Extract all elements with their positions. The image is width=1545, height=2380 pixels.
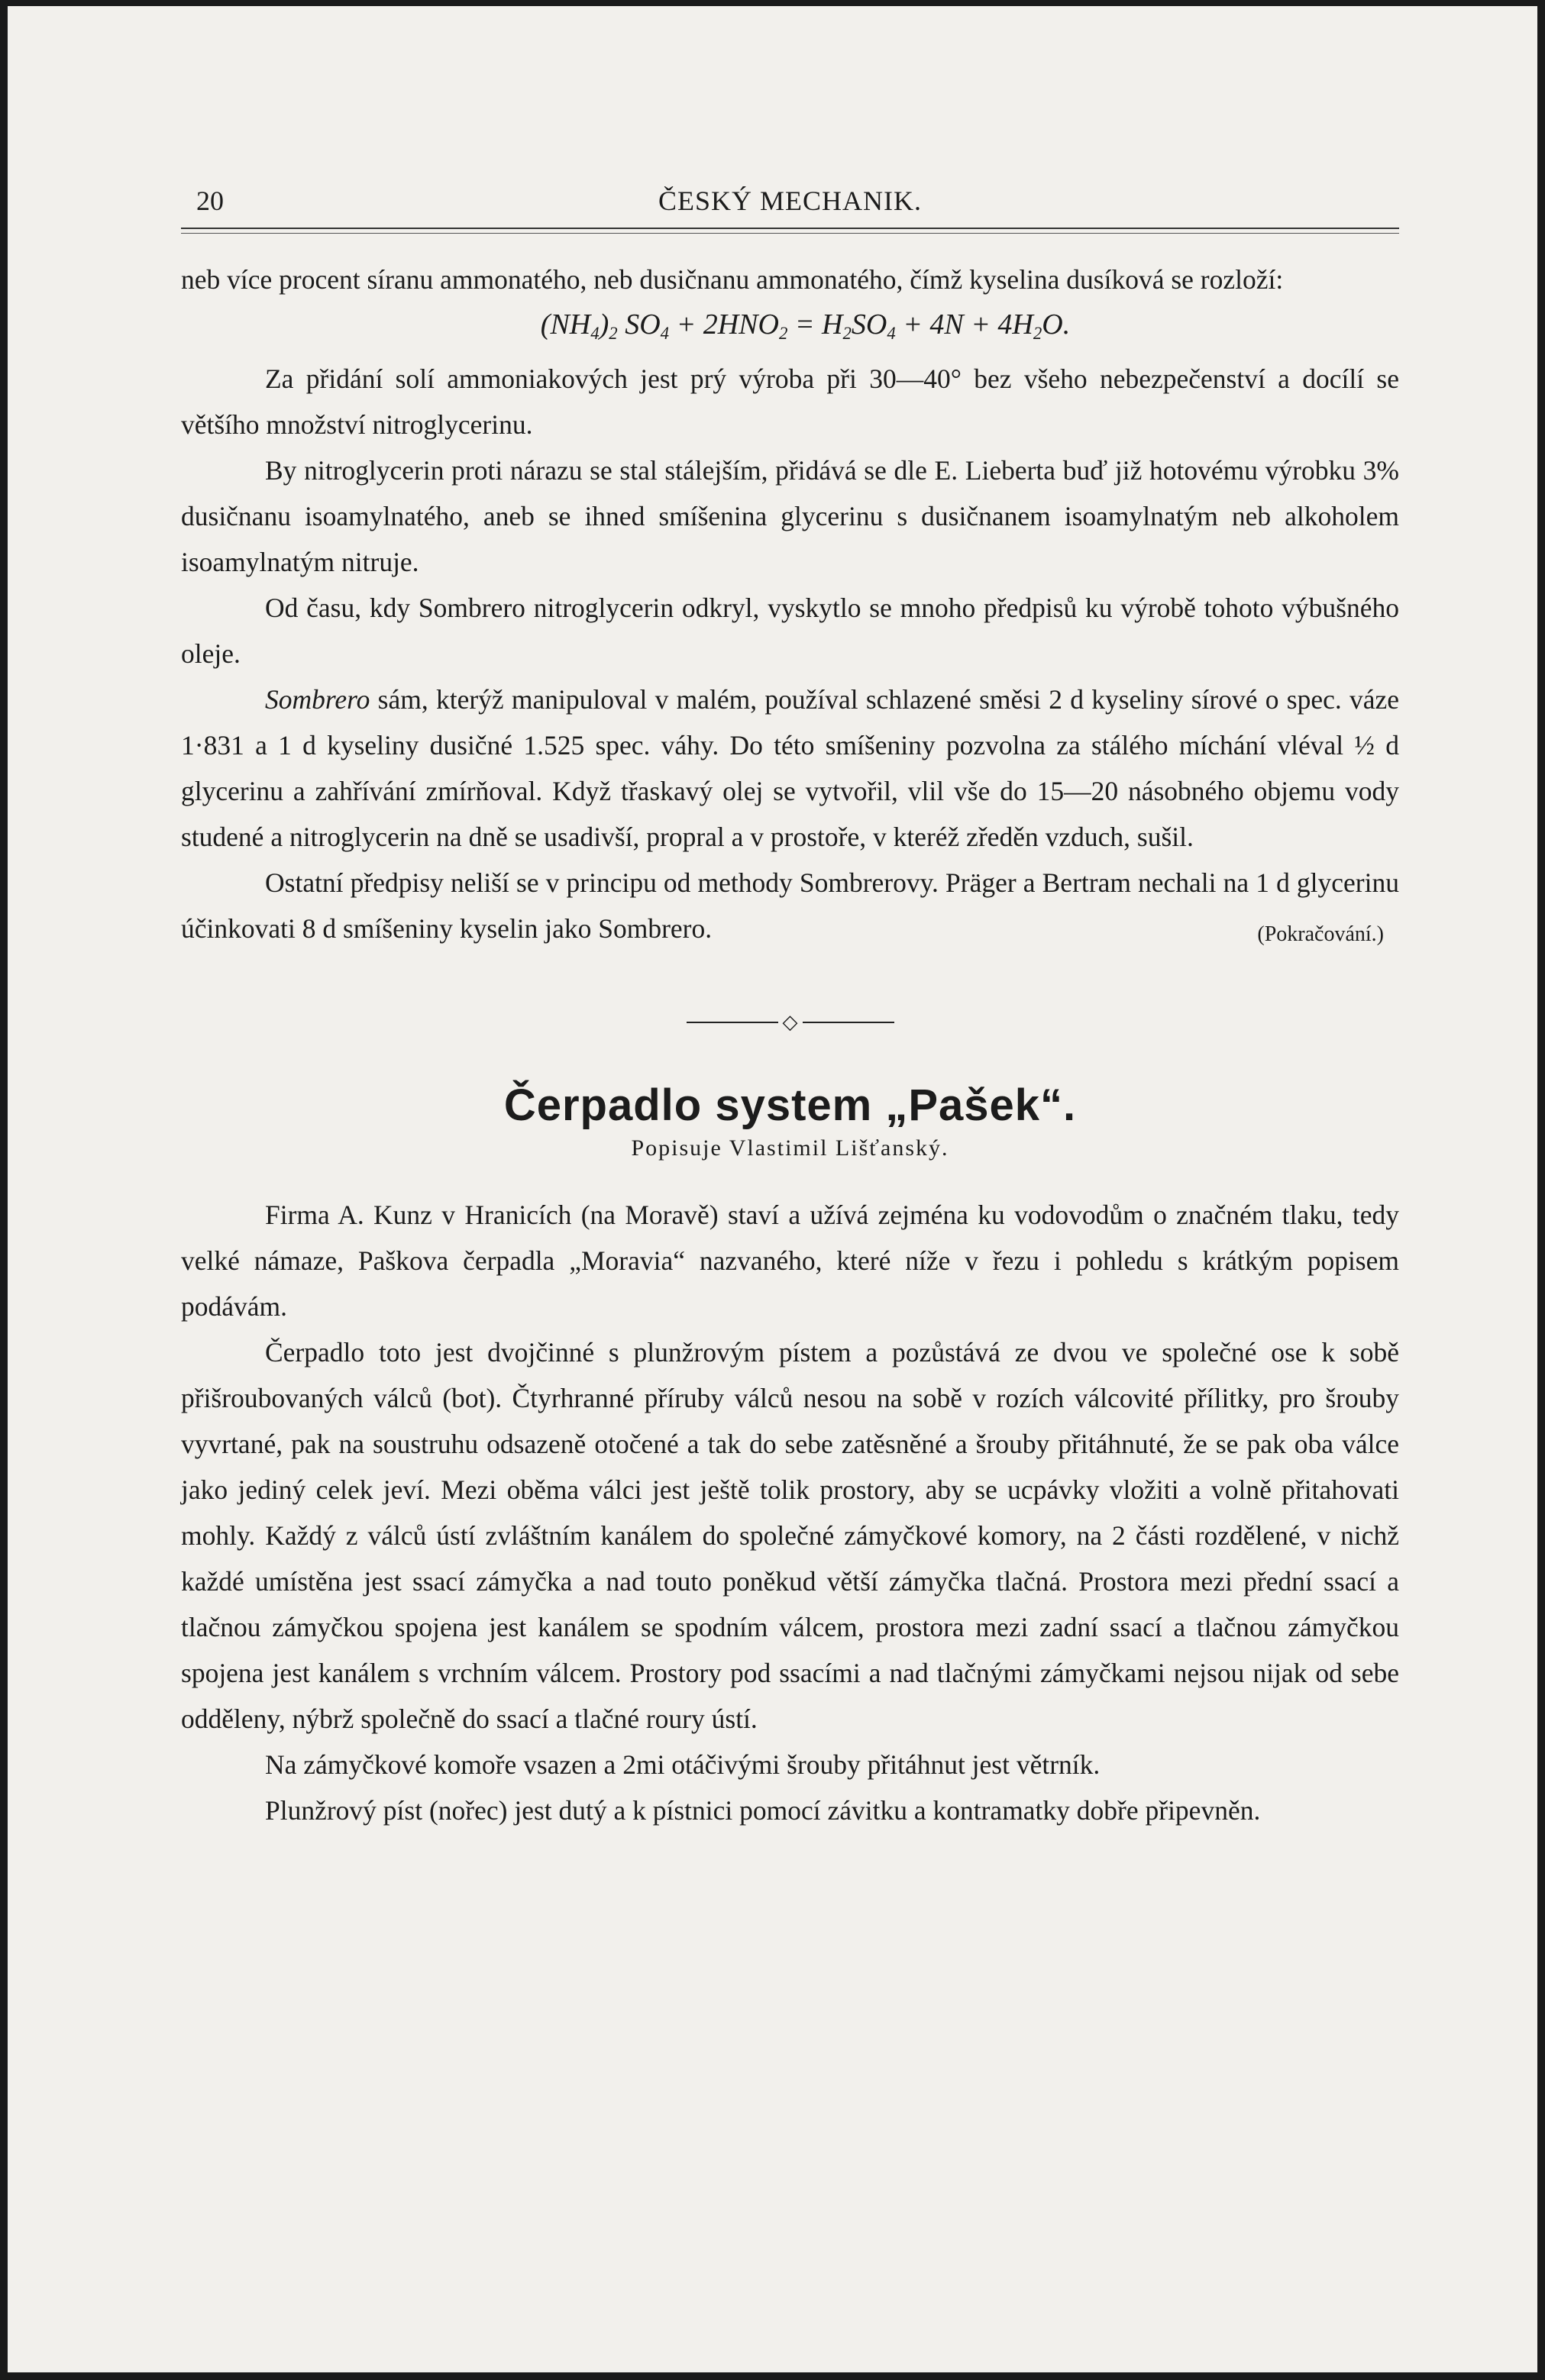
divider-line-right (803, 1022, 894, 1023)
diamond-ornament-icon: ◇ (782, 1010, 798, 1033)
page (181, 176, 1399, 1833)
article1-paragraph-6: Ostatní předpisy neliší se v principu od methody Sombrerovy. Präger a Bertram nechali na 1 d glycerinu účinkovati 8 d smíšeniny kyselin jako Sombrero. (181, 867, 1399, 944)
article2-paragraph-2: Čerpadlo toto jest dvojčinné s plunžrovým pístem a pozůstává ze dvou ve společné ose k sobě přišroubovaných válců (bot). Čtyrhranné příruby válců nesou na sobě v rozích válcovité přílitky, pro šrouby vyvrtané, pak na soustruhu odsazeně otočené a tak do sebe zatěsněné a šrouby přitáhnuté, že se pak oba válce jako jediný celek jeví. Mezi oběma válci jest ještě tolik prostory, aby se ucpávky vložiti a volně přitahovati mohly. Každý z válců ústí zvláštním kanálem do společné zámyčkové komory, na 2 části rozdělené, v nichž každé umístěna jest ssací zámyčka a nad touto poněkud větší zámyčka tlačná. Prostora mezi přední ssací a tlačnou zámyčkou spojena jest kanálem se spodním válcem, prostora mezi zadní ssací a tlačnou zámyčkou spojena jest kanálem s vrchním válcem. Prostory pod ssacími a nad tlačnými zámyčkami nejsou nijak od sebe odděleny, nýbrž společně do ssací a tlačné roury ústí. (181, 1336, 1399, 1734)
sombrero-name: Sombrero (265, 683, 370, 715)
header-rule-thin (181, 233, 1399, 234)
header-rule (181, 228, 1399, 229)
article1-paragraph-5-text: sám, kterýž manipuloval v malém, používal schlazené směsi 2 d kyseliny sírové o spec. váze 1·831 a 1 d kyseliny dusičné 1.525 spec. váhy. Do této smíšeniny pozvolna za stálého míchání vléval ½ d glycerinu a zahřívání zmírňoval. Když třaskavý olej se vytvořil, vlil vše do 15—20 násobného objemu vody studené a nitroglycerin na dně se usadivší, propral a v prostoře, v kteréž zředěn vzduch, sušil. (181, 683, 1399, 852)
divider-line-left (687, 1022, 778, 1023)
page-header (181, 176, 1399, 221)
continued-note: (Pokračování.) (1257, 922, 1384, 946)
article1-paragraph-3: By nitroglycerin proti nárazu se stal stálejším, přidává se dle E. Lieberta buď již hotovému výrobku 3% dusičnanu isoamylnatého, aneb se ihned smíšenina glycerinu s dusičnanem isoamylnatým neb alkoholem isoamylnatým nitruje. (181, 454, 1399, 577)
article2-title: Čerpadlo system „Pašek“. (503, 1080, 1077, 1130)
article1-paragraph-1: neb více procent síranu ammonatého, neb dusičnanu ammonatého, čímž kyselina dusíková se rozloží: (181, 264, 1284, 295)
article2-byline: Popisuje Vlastimil Lišťanský. (631, 1135, 949, 1161)
article1-paragraph-2: Za přidání solí ammoniakových jest prý výroba při 30—40° bez všeho nebezpečenství a docílí se většího množství nitroglycerinu. (181, 363, 1399, 440)
article2-paragraph-4: Plunžrový píst (nořec) jest dutý a k pístnici pomocí závitku a kontramatky dobře připevněn. (265, 1794, 1261, 1826)
page-number: 20 (196, 186, 224, 216)
section-divider (181, 1011, 1399, 1034)
article2-paragraph-3: Na zámyčkové komoře vsazen a 2mi otáčivými šrouby přitáhnut jest větrník. (265, 1749, 1101, 1780)
running-title: ČESKÝ MECHANIK. (658, 186, 922, 216)
article1-paragraph-5 (181, 677, 1399, 860)
article2-paragraph-1: Firma A. Kunz v Hranicích (na Moravě) staví a užívá zejména ku vodovodům o značném tlaku, tedy velké námaze, Paškova čerpadla „Moravia“ nazvaného, které níže v řezu i pohledu s krátkým popisem podávám. (181, 1199, 1399, 1322)
chemical-formula: $(NH_4)_2$ $SO_4 + 2HNO_2 = H_2SO_4 + 4N + 4H_2O$. (540, 308, 1071, 343)
article1-paragraph-4: Od času, kdy Sombrero nitroglycerin odkryl, vyskytlo se mnoho předpisů ku výrobě tohoto výbušného oleje. (181, 592, 1399, 669)
